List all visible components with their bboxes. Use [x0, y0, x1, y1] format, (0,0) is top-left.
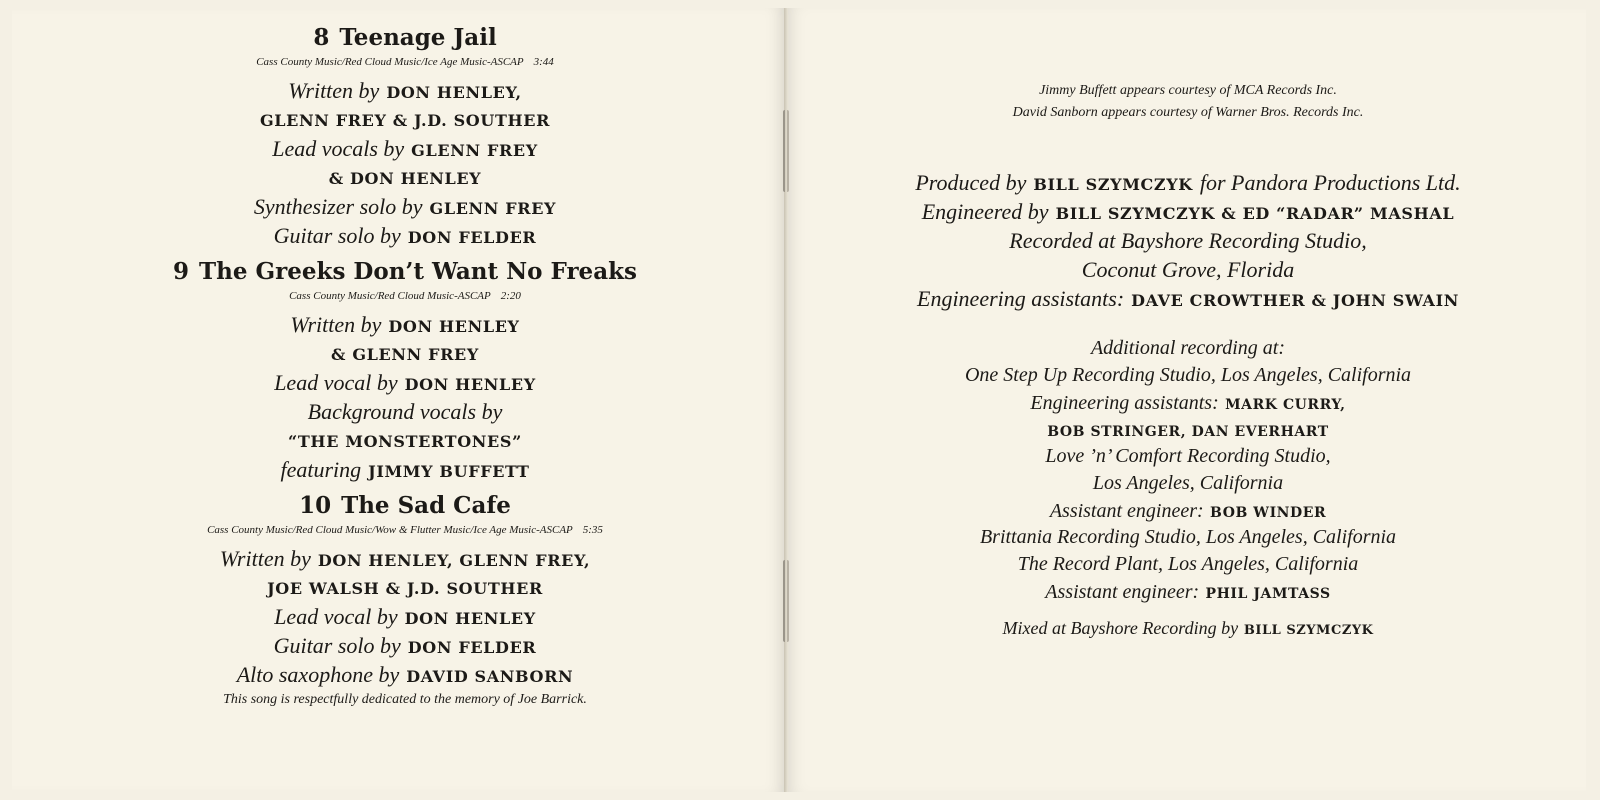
- mixed-line: [808, 615, 1568, 641]
- track-title: [40, 22, 770, 54]
- additional-recording-heading: Additional recording at:: [1090, 337, 1286, 359]
- credit-label: Written by: [219, 546, 311, 571]
- producer-line: [808, 168, 1568, 197]
- credit-name: BILL SZYMCZYK: [1243, 623, 1374, 638]
- left-page-credits: [40, 22, 770, 711]
- studio-line: Brittania Recording Studio, Los Angeles, California: [979, 526, 1397, 548]
- studio-line: One Step Up Recording Studio, Los Angeles, California: [964, 364, 1412, 386]
- credit-line: [40, 310, 770, 339]
- credit-label: Guitar solo by: [273, 223, 401, 248]
- credit-name: & GLENN FREY: [331, 345, 479, 364]
- credit-name: DON HENLEY, GLENN FREY,: [317, 551, 591, 570]
- credit-label: for Pandora Productions Ltd.: [1199, 170, 1461, 195]
- publishers: Cass County Music/Red Cloud Music/Wow & Flutter Music/Ice Age Music-ASCAP: [207, 524, 573, 536]
- credit-line: [40, 221, 770, 250]
- engineering-assistants-line: [808, 389, 1568, 416]
- credit-label: Lead vocal by: [274, 604, 398, 629]
- credit-line: [40, 192, 770, 221]
- publisher-line: [40, 54, 770, 70]
- publishers: Cass County Music/Red Cloud Music-ASCAP: [289, 290, 491, 302]
- credit-line: [40, 134, 770, 163]
- assistant-engineer-line: [808, 578, 1568, 605]
- credit-line: [40, 397, 770, 426]
- studio-location: Los Angeles, California: [1092, 472, 1284, 494]
- track-duration: 3:44: [533, 56, 554, 68]
- credit-line: [40, 455, 770, 484]
- publisher-line: [40, 522, 770, 538]
- credit-line: [40, 426, 770, 455]
- track-name: Teenage Jail: [339, 24, 497, 51]
- credit-name: JIMMY BUFFETT: [368, 462, 530, 481]
- credit-line: [40, 368, 770, 397]
- credit-name: DON HENLEY: [404, 375, 536, 394]
- publishers: Cass County Music/Red Cloud Music/Ice Age Music-ASCAP: [256, 56, 524, 68]
- credit-name: DON HENLEY,: [386, 83, 522, 102]
- credit-name: JOE WALSH & J.D. SOUTHER: [267, 579, 543, 598]
- credit-name: GLENN FREY: [411, 141, 538, 160]
- track-name: The Greeks Don’t Want No Freaks: [199, 258, 637, 285]
- track-title: [40, 490, 770, 522]
- credit-label: Assistant engineer:: [1045, 581, 1200, 603]
- credit-label: featuring: [280, 457, 362, 482]
- credit-line: [40, 631, 770, 660]
- dedication: This song is respectfully dedicated to the memory of Joe Barrick.: [223, 692, 587, 707]
- credit-label: Engineering assistants:: [1030, 392, 1219, 414]
- credit-name: DON FELDER: [407, 638, 537, 657]
- credit-label: Engineering assistants:: [917, 286, 1125, 311]
- studio-line: Love ’n’ Comfort Recording Studio,: [1045, 445, 1331, 467]
- credit-label: Alto saxophone by: [236, 662, 400, 687]
- right-page-credits: [808, 80, 1568, 641]
- credit-name: “THE MONSTERTONES”: [288, 432, 522, 451]
- credit-line: [40, 544, 770, 573]
- credit-line: [40, 105, 770, 134]
- credit-name: DAVE CROWTHER & JOHN SWAIN: [1131, 291, 1459, 310]
- credit-name: DON FELDER: [407, 228, 537, 247]
- credit-label: Assistant engineer:: [1049, 500, 1204, 522]
- credit-label: Engineered by: [921, 199, 1049, 224]
- credit-line: [40, 573, 770, 602]
- credit-name: GLENN FREY: [429, 199, 557, 218]
- engineer-line: [808, 197, 1568, 226]
- track-number: 9: [173, 258, 190, 285]
- track-title: [40, 256, 770, 288]
- track-duration: 5:35: [582, 524, 603, 536]
- track-number: 8: [313, 24, 330, 51]
- credit-label: Guitar solo by: [273, 633, 401, 658]
- studio-location: Coconut Grove, Florida: [1081, 257, 1295, 282]
- engineering-assistants-line: [808, 284, 1568, 313]
- courtesy-line: David Sanborn appears courtesy of Warner Bros. Records Inc.: [1012, 105, 1364, 120]
- engineering-assistants-line: [808, 416, 1568, 443]
- credit-label: Mixed at Bayshore Recording by: [1002, 618, 1239, 638]
- credit-name: DON HENLEY: [388, 317, 520, 336]
- credit-name: DAVID SANBORN: [406, 667, 574, 686]
- credit-name: BILL SZYMCZYK & ED “RADAR” MASHAL: [1055, 204, 1455, 223]
- credit-label: Lead vocals by: [272, 136, 405, 161]
- track-duration: 2:20: [500, 290, 521, 302]
- studio-line: The Record Plant, Los Angeles, California: [1017, 553, 1359, 575]
- credit-name: BOB WINDER: [1210, 505, 1327, 521]
- credit-label: Written by: [290, 312, 382, 337]
- credit-line: [40, 602, 770, 631]
- credit-name: BILL SZYMCZYK: [1033, 175, 1193, 194]
- credit-name: BOB STRINGER, DAN EVERHART: [1047, 424, 1329, 440]
- credit-line: [40, 660, 770, 689]
- credit-name: MARK CURRY,: [1225, 397, 1346, 413]
- credit-label: Written by: [288, 78, 380, 103]
- courtesy-line: Jimmy Buffett appears courtesy of MCA Records Inc.: [1039, 83, 1337, 98]
- credit-line: [40, 76, 770, 105]
- credit-name: PHIL JAMTASS: [1205, 586, 1331, 602]
- credit-name: DON HENLEY: [404, 609, 536, 628]
- credit-label: Synthesizer solo by: [253, 194, 423, 219]
- staple-bottom: [783, 560, 789, 642]
- credit-name: & DON HENLEY: [328, 169, 482, 188]
- track-name: The Sad Cafe: [341, 492, 511, 519]
- credit-label: Lead vocal by: [274, 370, 398, 395]
- credit-line: [40, 163, 770, 192]
- credit-label: Produced by: [915, 170, 1027, 195]
- credit-line: [40, 339, 770, 368]
- credit-name: GLENN FREY & J.D. SOUTHER: [259, 111, 551, 130]
- assistant-engineer-line: [808, 497, 1568, 524]
- studio-line: Recorded at Bayshore Recording Studio,: [1009, 228, 1367, 253]
- credit-label: Background vocals by: [307, 399, 503, 424]
- staple-top: [783, 110, 789, 192]
- track-number: 10: [299, 492, 332, 519]
- publisher-line: [40, 288, 770, 304]
